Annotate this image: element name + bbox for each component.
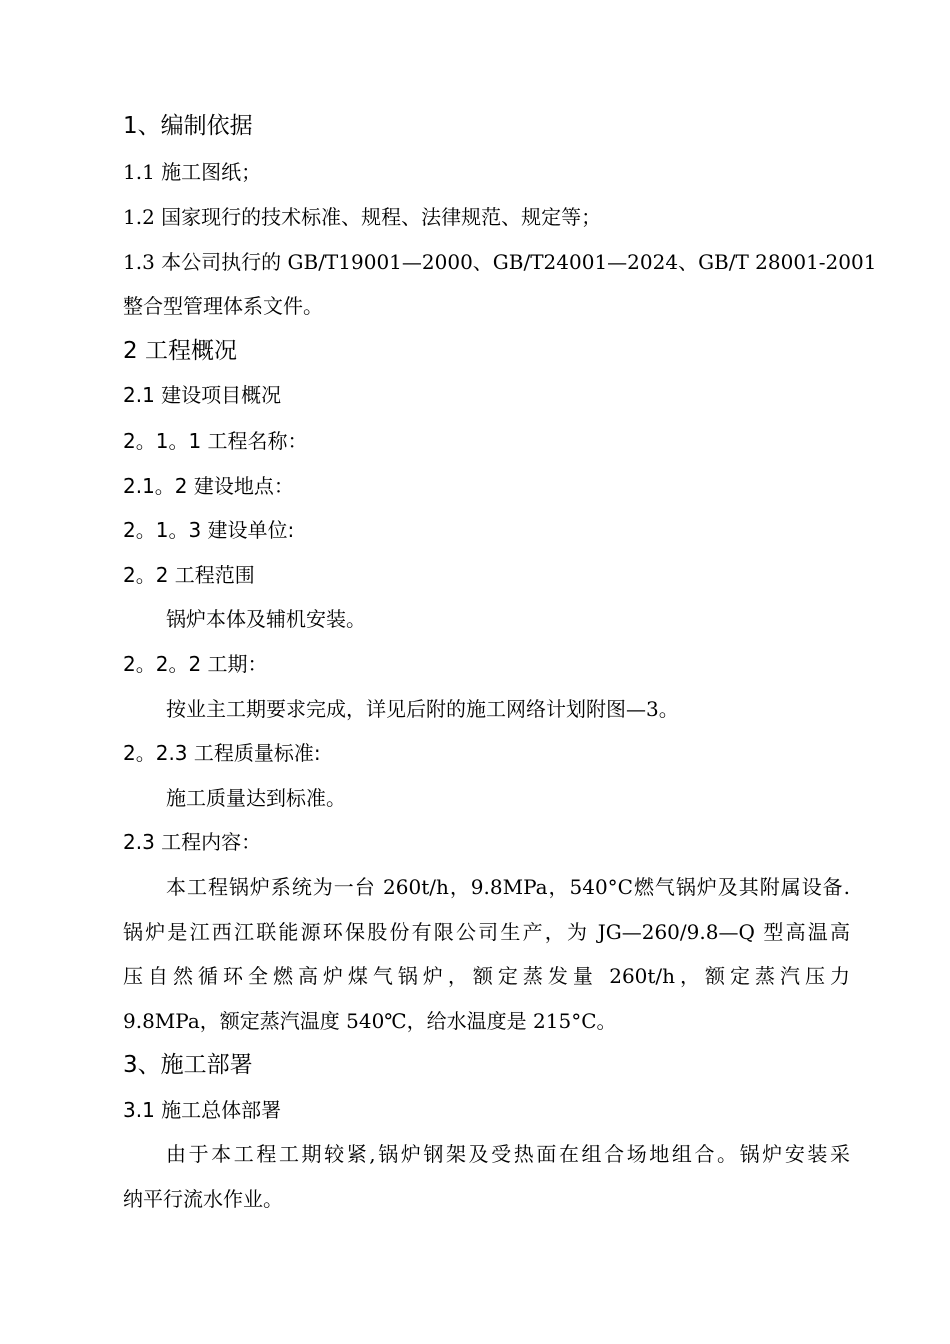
- paragraph-1-2: 1.2 国家现行的技术标准、规程、法律规范、规定等；: [123, 205, 602, 229]
- paragraph-content-2: 锅炉是江西江联能源环保股份有限公司生产，为 JG—260/9.8—Q 型高温高: [123, 920, 850, 944]
- paragraph-scope: 锅炉本体及辅机安装。: [166, 607, 366, 631]
- heading-2-1-3: 2。1。3 建设单位:: [123, 518, 295, 542]
- heading-3-deployment: 3、施工部署: [123, 1052, 253, 1078]
- heading-2-2-3: 2。2.3 工程质量标准:: [123, 741, 321, 765]
- paragraph-deployment-2: 纳平行流水作业。: [123, 1187, 283, 1211]
- heading-2-2-2: 2。2。2 工期：: [123, 652, 268, 676]
- heading-3-1: 3.1 施工总体部署: [123, 1098, 282, 1122]
- paragraph-1-3: 1.3 本公司执行的 GB/T19001—2000、GB/T24001—2024、GB/T 28001-2001: [123, 250, 877, 274]
- paragraph-content-1: 本工程锅炉系统为一台 260t/h，9.8MPa，540°C燃气锅炉及其附属设备.: [166, 875, 850, 899]
- heading-2-1-2: 2.1。2 建设地点：: [123, 474, 294, 498]
- paragraph-schedule: 按业主工期要求完成，详见后附的施工网络计划附图—3。: [166, 697, 679, 721]
- heading-2-1: 2.1 建设项目概况: [123, 383, 282, 407]
- paragraph-1-3-cont: 整合型管理体系文件。: [123, 294, 323, 318]
- paragraph-quality: 施工质量达到标准。: [166, 786, 346, 810]
- paragraph-content-4: 9.8MPa，额定蒸汽温度 540℃，给水温度是 215°C。: [123, 1009, 617, 1033]
- heading-1-basis: 1、编制依据: [123, 113, 253, 139]
- paragraph-1-1: 1.1 施工图纸；: [123, 160, 262, 184]
- heading-2-1-1: 2。1。1 工程名称：: [123, 429, 308, 453]
- paragraph-content-3: 压自然循环全燃高炉煤气锅炉，额定蒸发量 260t/h，额定蒸汽压力: [123, 964, 850, 988]
- paragraph-deployment-1: 由于本工程工期较紧,锅炉钢架及受热面在组合场地组合。锅炉安装采: [166, 1142, 850, 1166]
- heading-2-2: 2。2 工程范围: [123, 563, 255, 587]
- heading-2-overview: 2 工程概况: [123, 338, 237, 364]
- heading-2-3: 2.3 工程内容：: [123, 830, 262, 854]
